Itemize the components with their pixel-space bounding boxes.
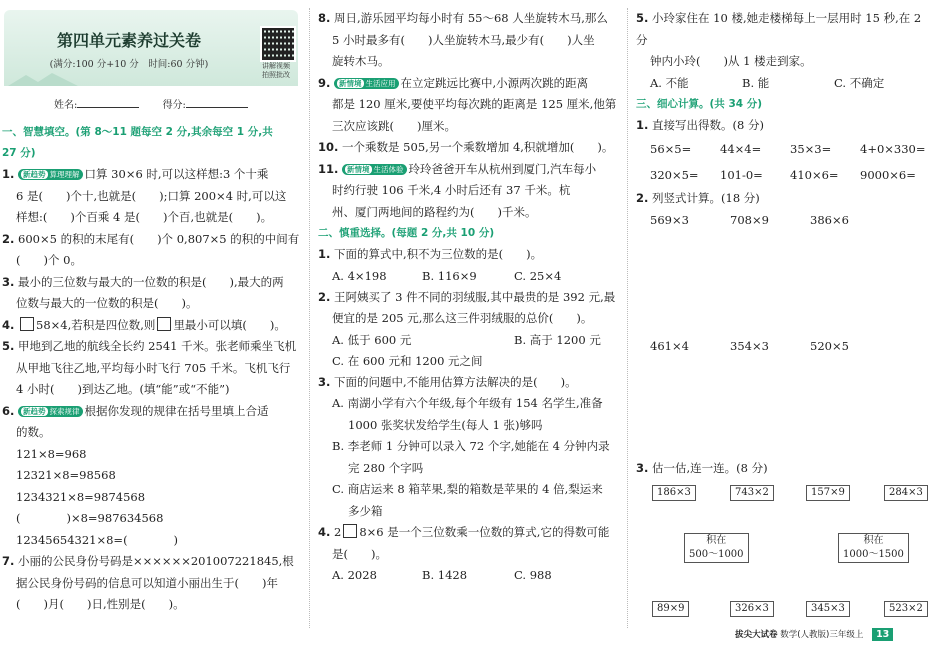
vertical-calc-item: 461×4 — [650, 338, 689, 353]
question-line: 4 小时( )到达乙地。(填“能”或“不能”) — [16, 382, 230, 396]
qr-code-icon[interactable] — [260, 26, 296, 62]
question-line: 位数与最大的一位数的积是( )。 — [16, 296, 198, 310]
question-line: 钟内小玲( )从 1 楼走到家。 — [650, 54, 812, 68]
page-subtitle: (满分:100 分+10 分 时间:60 分钟) — [49, 59, 209, 70]
question-line: ( )个 0。 — [16, 253, 82, 267]
vertical-calc-item: 569×3 — [650, 212, 689, 227]
question-line: 三次应该跳( )厘米。 — [332, 118, 456, 133]
option-line: 多少箱 — [348, 503, 383, 518]
option-b[interactable]: B. 李老师 1 分钟可以录入 72 个字,她能在 4 分钟内录 — [332, 439, 610, 453]
option-b[interactable]: B. 能 — [742, 75, 770, 90]
column-divider — [627, 8, 629, 628]
name-label: 姓名: — [54, 100, 78, 111]
options — [318, 266, 618, 287]
choice-question-3: 3. 下面的问题中,不能用估算方法解决的是( )。 — [318, 374, 577, 389]
question-3: 3. 最小的三位数与最大的一位数的积是( ),最大的两 — [2, 274, 284, 289]
oral-calc-row — [636, 136, 936, 162]
exam-header — [4, 10, 298, 118]
option-c[interactable]: C. 商店运来 8 箱苹果,梨的箱数是苹果的 4 倍,梨运来 — [332, 482, 603, 496]
range-box-500-1000[interactable]: 积在 500～1000 — [684, 533, 749, 563]
answer-box[interactable] — [157, 317, 171, 331]
column-middle — [318, 8, 618, 586]
oral-calc-item: 4+0×330= — [860, 142, 926, 156]
choice-question-5: 5. 小玲家住在 10 楼,她走楼梯每上一层用时 15 秒,在 2 分 — [636, 11, 922, 47]
option-a[interactable]: A. 2028 — [332, 568, 377, 582]
match-expression[interactable]: 326×3 — [730, 601, 774, 617]
oral-calc-item: 410×6= — [790, 168, 839, 182]
equation: 121×8=968 — [16, 446, 87, 461]
question-6: 6. 新趋势 探索规律 根据你发现的规律在括号里填上合适 — [2, 403, 269, 418]
calc-question-3: 3. 估一估,连一连。(8 分) — [636, 460, 768, 475]
column-left — [2, 8, 300, 616]
book-info: 数学(人教版)三年级上 — [780, 630, 864, 640]
equation: ( )×8=987634568 — [16, 511, 164, 525]
question-line: 样想:( )个百乘 4 是( )个百,也就是( )。 — [16, 210, 273, 224]
page-number: 13 — [872, 628, 893, 641]
equation: 12321×8=98568 — [16, 468, 116, 482]
match-expression[interactable]: 345×3 — [806, 601, 850, 617]
match-expression[interactable]: 284×3 — [884, 485, 928, 501]
section-heading: 一、智慧填空。(第 8～11 题每空 2 分,其余每空 1 分,共 27 分) — [2, 126, 273, 159]
option-c[interactable]: C. 不确定 — [834, 75, 885, 90]
section-heading: 二、慎重选择。(每题 2 分,共 10 分) — [318, 227, 495, 239]
options — [636, 73, 936, 94]
question-line: 是( )。 — [332, 546, 387, 561]
option-b[interactable]: B. 1428 — [422, 568, 468, 582]
oral-calc-item: 101-0= — [720, 168, 763, 182]
tag-badge: 新情境 生活体验 — [342, 164, 407, 175]
section-heading: 三、细心计算。(共 34 分) — [636, 97, 763, 110]
match-expression[interactable]: 743×2 — [730, 485, 774, 501]
oral-calc-item: 44×4= — [720, 142, 762, 156]
options — [318, 351, 618, 372]
question-7: 7. 小丽的公民身份号码是××××××201007221845,根 — [2, 554, 294, 568]
question-4: 4. 58×4,若积是四位数,则 里最小可以填( )。 — [2, 317, 286, 332]
range-box-1000-1500[interactable]: 积在 1000～1500 — [838, 533, 909, 563]
vertical-calc-item: 354×3 — [730, 338, 769, 353]
question-line: 都是 120 厘米,要使平均每次跳的距离是 125 厘米,他第 — [332, 97, 617, 111]
answer-box[interactable] — [20, 317, 34, 331]
question-line: ( )月( )日,性别是( )。 — [16, 597, 185, 611]
option-c[interactable]: C. 在 600 元和 1200 元之间 — [332, 353, 483, 368]
vertical-calc-row — [636, 336, 936, 458]
tag-badge: 新情境 生活应用 — [334, 78, 399, 89]
question-line: 据公民身份号码的信息可以知道小丽出生于( )年 — [16, 575, 278, 590]
column-right — [636, 8, 936, 619]
option-b[interactable]: B. 116×9 — [422, 268, 477, 283]
question-line: 州、厦门两地间的路程约为( )千米。 — [332, 204, 537, 219]
qr-caption: 讲解视频 拍照批改 — [262, 62, 290, 79]
oral-calc-item: 9000×6= — [860, 168, 916, 182]
question-line: 从甲地飞往乙地,平均每小时飞行 705 千米。飞机飞行 — [16, 360, 291, 375]
option-b[interactable]: B. 高于 1200 元 — [514, 332, 601, 347]
brand-name: 拔尖大试卷 — [735, 630, 778, 640]
score-label: 得分: — [162, 100, 186, 111]
score-field[interactable] — [186, 97, 248, 108]
option-a[interactable]: A. 4×198 — [332, 268, 387, 283]
tag-badge: 新趋势 探索规律 — [18, 406, 83, 417]
calc-question-2: 2. 列竖式计算。(18 分) — [636, 191, 760, 205]
match-expression[interactable]: 89×9 — [652, 601, 689, 617]
option-a[interactable]: A. 不能 — [650, 75, 689, 90]
equation: 1234321×8=9874568 — [16, 489, 146, 504]
match-expression[interactable]: 186×3 — [652, 485, 696, 501]
question-1: 1. 新趋势 算理理解 口算 30×6 时,可以这样想:3 个十乘 — [2, 167, 269, 181]
match-expression[interactable]: 157×9 — [806, 485, 850, 501]
calc-question-1: 1. 直接写出得数。(8 分) — [636, 117, 764, 132]
vertical-calc-item: 386×6 — [810, 212, 849, 227]
options — [318, 330, 618, 351]
option-line: 1000 张奖状发给学生(每人 1 张)够吗 — [348, 417, 543, 432]
question-2: 2. 600×5 的积的末尾有( )个 0,807×5 的积的中间有 — [2, 231, 300, 246]
options — [318, 565, 618, 586]
vertical-calc-item: 708×9 — [730, 212, 769, 227]
student-info — [4, 96, 298, 111]
choice-question-1: 1. 下面的算式中,积不为三位数的是( )。 — [318, 247, 543, 261]
match-expression[interactable]: 523×2 — [884, 601, 928, 617]
question-line: 的数。 — [16, 425, 51, 439]
choice-question-2: 2. 王阿姨买了 3 件不同的羽绒服,其中最贵的是 392 元,最 — [318, 289, 616, 304]
page-footer — [735, 628, 935, 641]
question-9: 9. 新情境 生活应用 在立定跳远比赛中,小源两次跳的距离 — [318, 75, 589, 90]
column-divider — [309, 8, 311, 628]
answer-box[interactable] — [343, 524, 357, 538]
choice-question-4: 4. 2 8×6 是一个三位数乘一位数的算式,它的得数可能 — [318, 525, 610, 539]
page-title: 第四单元素养过关卷 — [56, 31, 201, 50]
question-10: 10. 一个乘数是 505,另一个乘数增加 4,积就增加( )。 — [318, 140, 614, 154]
mountain-decoration — [8, 72, 78, 86]
question-5: 5. 甲地到乙地的航线全长约 2541 千米。张老师乘坐飞机 — [2, 339, 297, 353]
oral-calc-item: 320×5= — [650, 168, 699, 182]
estimate-match — [636, 479, 936, 619]
vertical-calc-item: 520×5 — [810, 338, 849, 353]
question-line: 5 小时最多有( )人坐旋转木马,最少有( )人坐 — [332, 32, 595, 47]
question-line: 时约行驶 106 千米,4 小时后还有 37 千米。杭 — [332, 183, 571, 197]
question-11: 11. 新情境 生活体验 玲玲爸爸开车从杭州到厦门,汽车每小 — [318, 161, 597, 176]
oral-calc-row — [636, 162, 936, 188]
tag-badge: 新趋势 算理理解 — [18, 169, 83, 180]
equation: 12345654321×8=( ) — [16, 532, 179, 547]
oral-calc-item: 56×5= — [650, 142, 692, 156]
option-a[interactable]: A. 低于 600 元 — [332, 332, 412, 347]
question-line: 6 是( )个十,也就是( );口算 200×4 时,可以这 — [16, 188, 287, 203]
option-c[interactable]: C. 988 — [514, 568, 552, 582]
option-line: 完 280 个字吗 — [348, 460, 424, 475]
option-c[interactable]: C. 25×4 — [514, 268, 562, 283]
vertical-calc-row — [636, 210, 936, 336]
oral-calc-item: 35×3= — [790, 142, 832, 156]
question-line: 旋转木马。 — [332, 54, 390, 68]
name-field[interactable] — [77, 97, 139, 108]
option-a[interactable]: A. 南湖小学有六个年级,每个年级有 154 名学生,准备 — [332, 396, 603, 410]
question-8: 8. 周日,游乐园平均每小时有 55～68 人坐旋转木马,那么 — [318, 11, 608, 25]
question-line: 便宜的是 205 元,那么这三件羽绒服的总价( )。 — [332, 311, 593, 325]
